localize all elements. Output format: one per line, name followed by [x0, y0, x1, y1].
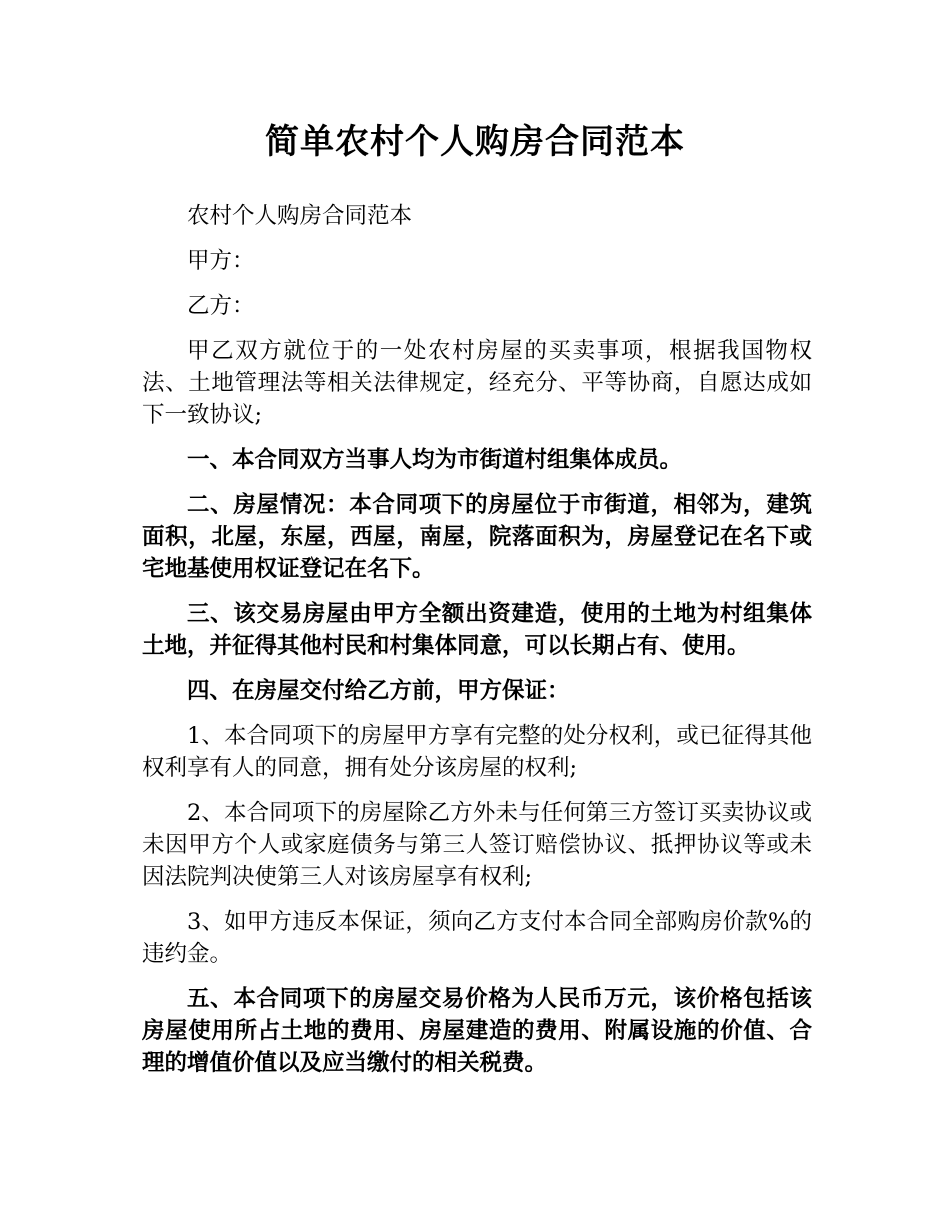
document-body: [142, 200, 812, 1092]
clause-1: 一、本合同双方当事人均为市街道村组集体成员。: [187, 447, 683, 473]
clause-5: 五、本合同项下的房屋交易价格为人民币万元，该价格包括该房屋使用所占土地的费用、房屋建造的费用、附属设施的价值、合理的增值价值以及应当缴付的相关税费。: [142, 986, 812, 1076]
paragraph-party-a: 甲方：: [187, 248, 255, 274]
clause-4-item-3: 3、如甲方违反本保证，须向乙方支付本合同全部购房价款%的违约金。: [142, 909, 812, 967]
clause-3: 三、该交易房屋由甲方全额出资建造，使用的土地为村组集体土地，并征得其他村民和村集体同意，可以长期占有、使用。: [142, 601, 812, 659]
clause-4-item-2: 2、本合同项下的房屋除乙方外未与任何第三方签订买卖协议或未因甲方个人或家庭债务与第三人签订赔偿协议、抵押协议等或未因法院判决使第三人对该房屋享有权利;: [142, 800, 812, 890]
document-title: 简单农村个人购房合同范本: [265, 122, 685, 162]
clause-2: 二、房屋情况：本合同项下的房屋位于市街道，相邻为，建筑面积，北屋，东屋，西屋，南屋，院落面积为，房屋登记在名下或宅地基使用权证登记在名下。: [142, 492, 812, 582]
paragraph-preamble: 甲乙双方就位于的一处农村房屋的买卖事项，根据我国物权法、土地管理法等相关法律规定，经充分、平等协商，自愿达成如下一致协议;: [142, 338, 812, 428]
clause-4-item-1: 1、本合同项下的房屋甲方享有完整的处分权利，或已征得其他权利享有人的同意，拥有处分该房屋的权利;: [142, 723, 812, 781]
clause-4: 四、在房屋交付给乙方前，甲方保证：: [187, 678, 570, 704]
paragraph-party-b: 乙方：: [187, 293, 255, 319]
paragraph-subtitle: 农村个人购房合同范本: [187, 203, 413, 229]
